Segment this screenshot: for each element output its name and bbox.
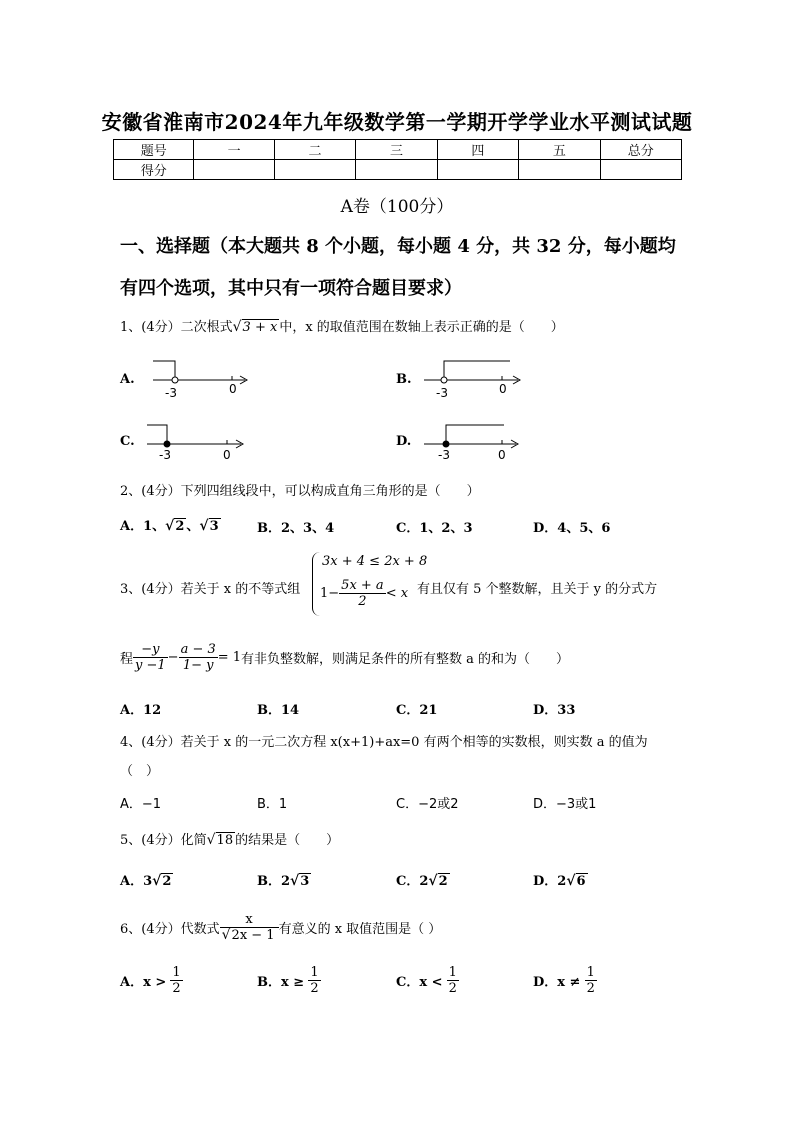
score-entry-cell	[356, 160, 437, 180]
question-6-option-b	[257, 965, 321, 996]
inequality-2-post: < x	[385, 586, 409, 601]
denominator: 2	[448, 981, 457, 996]
range-bracket	[147, 425, 167, 444]
fraction	[447, 965, 459, 996]
denominator: 1− y	[182, 658, 214, 673]
question-3-line2-pre: 程	[120, 652, 134, 667]
closed-point	[443, 441, 449, 447]
question-5-option-c	[396, 870, 450, 889]
question-3-option-d: D．33	[533, 703, 576, 718]
table-cell: 总分	[600, 140, 681, 160]
denominator: y −1	[135, 658, 166, 673]
radicand: 2	[438, 874, 448, 889]
question-2-option-b: B．2、3、4	[257, 521, 335, 536]
table-cell: 二	[274, 140, 355, 160]
radicand: 18	[216, 833, 234, 848]
denominator: 2	[358, 594, 367, 609]
fraction	[339, 578, 386, 609]
option-text: B．2	[257, 874, 291, 889]
question-4-option-d: D．−3或1	[533, 797, 597, 812]
question-3-option-c: C．21	[396, 703, 438, 718]
option-text: A．3	[120, 874, 153, 889]
radicand: 2	[162, 874, 172, 889]
question-5-option-d	[533, 870, 588, 889]
sqrt-icon: √	[221, 927, 231, 943]
sqrt-icon: √	[206, 832, 216, 848]
score-entry-cell	[437, 160, 518, 180]
question-1-suffix: 中，x 的取值范围在数轴上表示正确的是（ ）	[279, 320, 564, 335]
tick-label: -3	[165, 386, 177, 400]
sqrt-icon: √	[290, 873, 300, 889]
numerator: x	[220, 912, 279, 928]
tick-label: -3	[159, 448, 171, 462]
option-c-label: C.	[120, 434, 135, 449]
numerator: −y	[133, 642, 168, 658]
question-3-line2	[120, 642, 569, 673]
question-5-prefix: 5、(4分）化简	[120, 833, 207, 848]
numerator: a − 3	[180, 642, 216, 657]
volume-heading: A卷（100分）	[340, 197, 454, 217]
tick-label: -3	[438, 448, 450, 462]
inequality-2-pre: 1−	[320, 586, 340, 601]
tick-label: 0	[223, 448, 231, 462]
question-6-suffix: 有意义的 x 取值范围是（ ）	[278, 922, 442, 937]
radicand: 2	[175, 519, 185, 534]
numerator: 1	[310, 965, 319, 980]
question-5-stem	[120, 829, 339, 848]
radicand: 6	[576, 874, 586, 889]
question-3-suffix: 有且仅有 5 个整数解，且关于 y 的分式方	[417, 582, 658, 597]
option-text: A．x >	[120, 975, 167, 990]
fraction	[585, 965, 597, 996]
section-heading-line2: 有四个选项，其中只有一项符合题目要求）	[120, 278, 462, 299]
question-4-option-c: C．−2或2	[396, 797, 459, 812]
numerator: 1	[172, 965, 181, 980]
radicand: 3	[300, 874, 310, 889]
fraction	[133, 642, 168, 673]
question-6-option-d	[533, 965, 597, 996]
tick-label: -3	[436, 386, 448, 400]
score-entry-cell	[194, 160, 274, 180]
option-text: A．1、	[120, 519, 166, 534]
question-4-line2: （ ）	[120, 764, 160, 779]
option-d-label: D.	[396, 434, 412, 449]
inequality-1: 3x + 4 ≤ 2x + 8	[322, 554, 428, 569]
question-2-option-c: C．1、2、3	[396, 521, 473, 536]
sqrt-icon: √	[566, 873, 576, 889]
denominator: 2	[172, 981, 181, 996]
tick-label: 0	[498, 448, 506, 462]
open-point	[441, 377, 447, 383]
tick-label: 0	[499, 382, 507, 396]
range-bracket	[446, 425, 504, 444]
question-6-stem	[120, 912, 441, 943]
range-bracket	[444, 361, 510, 380]
question-3-prefix: 3、(4分）若关于 x 的不等式组	[120, 582, 301, 597]
fraction	[220, 912, 279, 943]
question-2-stem: 2、(4分）下列四组线段中，可以构成直角三角形的是（ ）	[120, 484, 480, 499]
option-text: D．2	[533, 874, 567, 889]
table-cell: 四	[437, 140, 518, 160]
question-6-prefix: 6、(4分）代数式	[120, 922, 220, 937]
option-text: B．x ≥	[257, 975, 305, 990]
fraction	[179, 642, 218, 673]
option-text: D．x ≠	[533, 975, 581, 990]
numerator: 1	[448, 965, 457, 980]
question-1-stem	[120, 316, 564, 335]
radicand: 3 + x	[242, 320, 278, 335]
sqrt-icon: √	[199, 518, 209, 534]
question-5-option-a	[120, 870, 173, 889]
numerator: 1	[586, 965, 595, 980]
sqrt-icon: √	[232, 319, 242, 335]
question-2-option-d: D．4、5、6	[533, 521, 611, 536]
question-5-option-b	[257, 870, 311, 889]
minus-sign: −	[167, 650, 179, 665]
question-1-prefix: 1、(4分）二次根式	[120, 320, 233, 335]
option-a-label: A.	[120, 372, 135, 387]
score-entry-cell	[600, 160, 681, 180]
denominator	[220, 928, 279, 943]
denominator: 2	[586, 981, 595, 996]
option-text: C．2	[396, 874, 429, 889]
question-4-option-b: B．1	[257, 797, 288, 812]
question-6-option-a	[120, 965, 183, 996]
inequality-2	[320, 578, 408, 609]
question-2-option-a	[120, 515, 221, 534]
sqrt-icon: √	[165, 518, 175, 534]
sqrt-icon: √	[152, 873, 162, 889]
number-line-c	[145, 420, 255, 464]
question-5-suffix: 的结果是（ ）	[235, 833, 340, 848]
number-line-a	[145, 356, 265, 400]
score-entry-cell	[274, 160, 355, 180]
table-cell: 一	[194, 140, 274, 160]
score-table-header-row	[114, 140, 682, 160]
option-b-label: B.	[396, 372, 412, 387]
table-cell: 五	[519, 140, 600, 160]
option-text: 、	[186, 519, 200, 534]
table-cell: 三	[356, 140, 437, 160]
sqrt-icon: √	[428, 873, 438, 889]
closed-point	[164, 441, 170, 447]
question-3-line2-suffix: 有非负整数解，则满足条件的所有整数 a 的和为（ ）	[241, 652, 570, 667]
section-heading-line1: 一、选择题（本大题共 8 个小题，每小题 4 分，共 32 分，每小题均	[120, 236, 676, 257]
page-title: 安徽省淮南市2024年九年级数学第一学期开学学业水平测试试题	[101, 110, 693, 134]
radicand: 2x − 1	[231, 928, 275, 943]
score-table	[113, 139, 682, 180]
score-table-score-row	[114, 160, 682, 180]
score-entry-cell	[519, 160, 600, 180]
equals: = 1	[217, 650, 242, 665]
question-4-line1: 4、(4分）若关于 x 的一元二次方程 x(x+1)+ax=0 有两个相等的实数根，则实数 a 的值为	[120, 735, 648, 750]
question-3-option-a: A．12	[120, 703, 162, 718]
radicand: 3	[209, 519, 219, 534]
range-bracket	[153, 361, 175, 380]
table-cell: 得分	[114, 160, 194, 180]
question-6-option-c	[396, 965, 459, 996]
question-3-option-b: B．14	[257, 703, 300, 718]
number-line-d	[420, 420, 530, 464]
denominator: 2	[310, 981, 319, 996]
open-point	[172, 377, 178, 383]
number-line-b	[420, 356, 530, 400]
fraction	[308, 965, 320, 996]
question-4-option-a: A．−1	[120, 797, 162, 812]
option-text: C．x <	[396, 975, 443, 990]
table-cell: 题号	[114, 140, 194, 160]
tick-label: 0	[229, 382, 237, 396]
numerator: 5x + a	[341, 578, 384, 593]
fraction	[170, 965, 182, 996]
